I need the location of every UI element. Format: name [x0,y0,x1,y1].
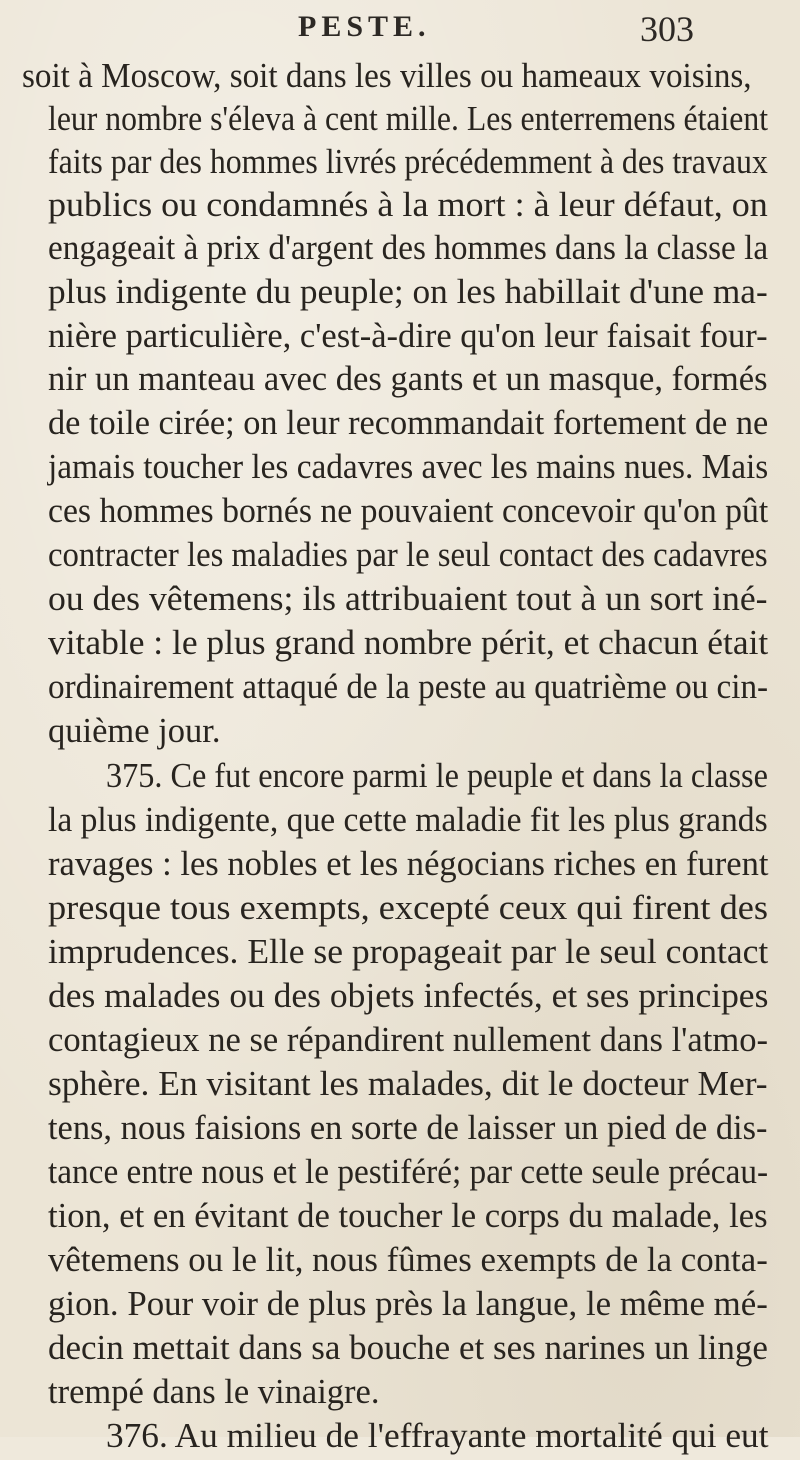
text-line: sphère. En visitant les malades, dit le docteur Mer- [48,1065,768,1103]
text-line: tion, et en évitant de toucher le corps du malade, les [48,1197,768,1235]
page-number: 303 [640,9,694,49]
text-line: tance entre nous et le pestiféré; par cette seule précau- [48,1153,769,1191]
text-line: contracter les maladies par le seul contact des cadavres [48,536,768,574]
text-line: ou des vêtemens; ils attribuaient tout à un sort iné- [48,580,768,618]
text-line: trempé dans le vinaigre. [48,1373,380,1411]
text-line: des malades ou des objets infectés, et ses principes [48,977,769,1015]
text-line: presque tous exempts, excepté ceux qui firent des [48,889,769,927]
text-line: nière particulière, c'est-à-dire qu'on leur faisait four- [48,317,768,355]
text-line: plus indigente du peuple; on les habillait d'une ma- [48,273,768,311]
text-line: jamais toucher les cadavres avec les mains nues. Mais [48,448,769,486]
text-line: vêtemens ou le lit, nous fûmes exempts de la conta- [48,1241,768,1279]
text-line: publics ou condamnés à la mort : à leur défaut, on [48,186,768,224]
text-line: ravages : les nobles et les négocians riches en furent [48,845,769,883]
text-line: imprudences. Elle se propageait par le seul contact [48,933,769,971]
text-line: de toile cirée; on leur recommandait fortement de ne [48,404,769,442]
text-line: faits par des hommes livrés précédemment à des travaux [48,143,768,181]
text-line: la plus indigente, que cette maladie fit les plus grands [48,801,768,839]
text-line: leur nombre s'éleva à cent mille. Les enterremens étaient [48,100,769,138]
text-line: quième jour. [48,712,221,750]
text-line: vitable : le plus grand nombre périt, et chacun était [48,624,769,662]
text-line: ces hommes bornés ne pouvaient concevoir qu'on pût [48,492,769,530]
text-line: gion. Pour voir de plus près la langue, le même mé- [48,1285,768,1323]
text-line: nir un manteau avec des gants et un masque, formés [48,360,768,398]
text-line: 376. Au milieu de l'effrayante mortalité qui eut [106,1417,769,1455]
text-line: 375. Ce fut encore parmi le peuple et dans la classe [106,757,768,795]
text-line: contagieux ne se répandirent nullement dans l'atmo- [48,1021,768,1059]
text-line: ordinairement attaqué de la peste au quatrième ou cin- [48,668,769,706]
text-line: tens, nous faisions en sorte de laisser un pied de dis- [48,1109,768,1147]
text-line: engageait à prix d'argent des hommes dans la classe la [48,229,769,267]
text-line: soit à Moscow, soit dans les villes ou hameaux voisins, [22,57,752,95]
running-head: PESTE. [298,10,431,43]
text-line: decin mettait dans sa bouche et ses narines un linge [48,1329,768,1367]
